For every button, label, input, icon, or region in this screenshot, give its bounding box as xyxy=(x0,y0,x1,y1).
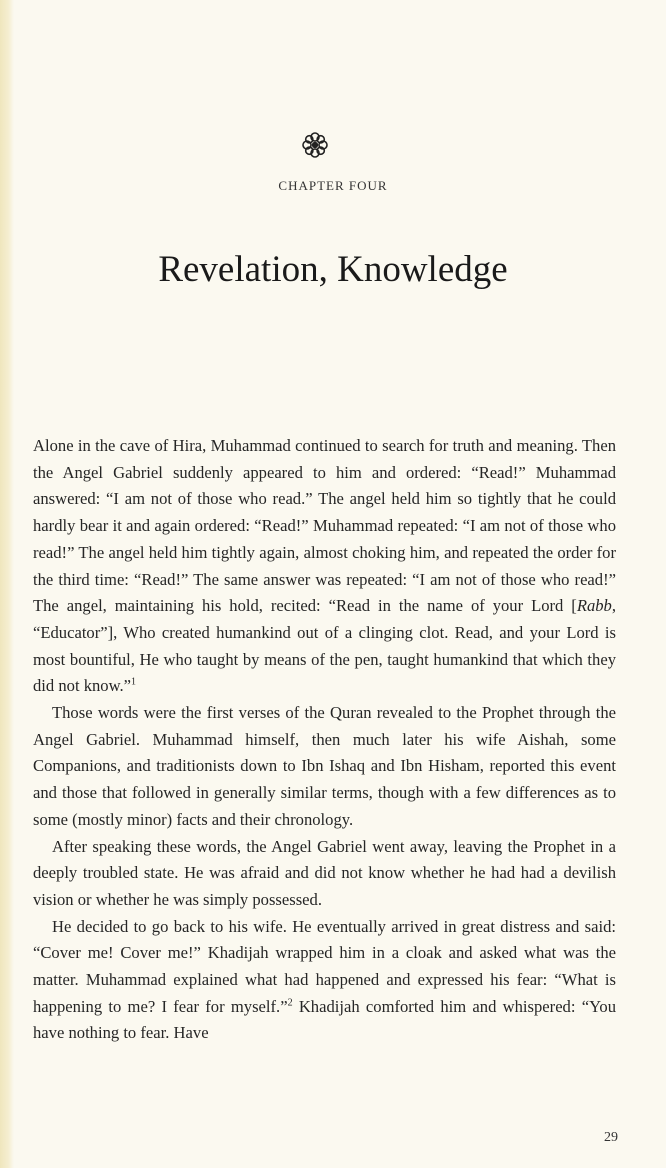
paragraph-2: Those words were the first verses of the Quran revealed to the Prophet through the Angel Gabriel. Muhammad himself, then much later his wife Aishah, some Companions, and traditionists down to Ibn Ishaq and Ibn Hisham, reported this event and those that followed in generally similar terms, though with a few differences as to some (mostly minor) facts and their chronology. xyxy=(33,703,616,829)
paragraph-3: After speaking these words, the Angel Gabriel went away, leaving the Prophet in a deeply troubled state. He was afraid and did not know whether he had had a devilish vision or whether he was simply possessed. xyxy=(33,836,616,909)
paragraph-4 xyxy=(33,914,616,1048)
paragraph-1 xyxy=(33,433,616,700)
flower-ornament-icon xyxy=(300,130,330,160)
page-number: 29 xyxy=(604,1130,618,1145)
paragraph-4-text-a: He decided to go back to his wife. He eventually arrived in great distress and said: “Cover me! Cover me!” Khadijah wrapped him in a cloak and asked what was the matter. Muhammad explained what had happened and expressed his fear: “What is happening to me? I fear for myself.” xyxy=(33,916,616,1016)
paragraph-1-text-b: , “Educator”], Who created humankind out of a clinging clot. Read, and your Lord is most bountiful, He who taught by means of the pen, taught humankind that which they did not know.” xyxy=(33,596,616,696)
footnote-marker-2[interactable]: 2 xyxy=(287,997,293,1009)
chapter-title: Revelation, Knowledge xyxy=(158,249,508,290)
paragraph-1-text-a: Alone in the cave of Hira, Muhammad continued to search for truth and meaning. Then the Angel Gabriel suddenly appeared to him and ordered: “Read!” Muhammad answered: “I am not of those who read.” The angel held him so tightly that he could hardly bear it and again ordered: “Read!” Muhammad repeated: “I am not of those who read!” The angel held him tightly again, almost choking him, and repeated the order for the third time: “Read!” The same answer was repeated: “I am not of those who read!” The angel, maintaining his hold, recited: “Read in the name of your Lord [ xyxy=(33,436,616,616)
footnote-marker-1[interactable]: 1 xyxy=(131,676,137,688)
paragraph-4-text-b: Khadijah comforted him and whispered: “You have nothing to fear. Have xyxy=(33,996,617,1043)
page-edge-shading xyxy=(0,0,14,1168)
body-text xyxy=(33,433,616,1047)
paragraph-1-italic-term: Rabb xyxy=(576,596,612,616)
chapter-label: CHAPTER FOUR xyxy=(278,178,388,193)
